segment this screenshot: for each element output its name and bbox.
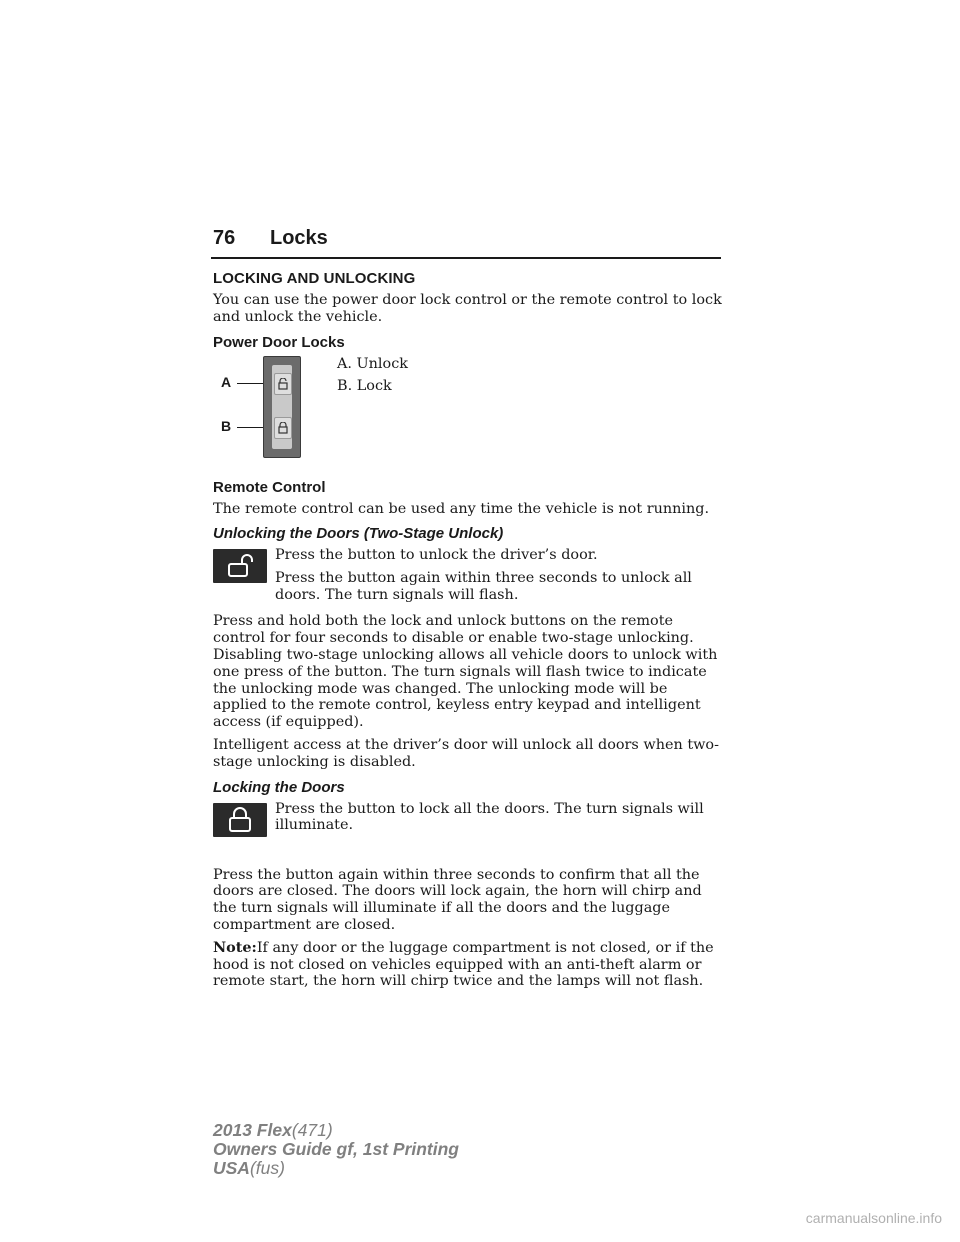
legend-lock: B. Lock bbox=[337, 378, 392, 395]
page-content bbox=[213, 270, 723, 996]
unlock-paragraph-3: Press and hold both the lock and unlock buttons on the remote control for four seconds to disable or enable two-stage unlocking. Disabling two-stage unlocking allows all vehicle doors to unlock with one press of the button. The turn signals will flash twice to indicate the unlocking mode was changed. The unlocking mode will be applied to the remote control, keyless entry keypad and intelligent access (if equipped). bbox=[213, 613, 718, 731]
footer-model: 2013 Flex bbox=[213, 1120, 292, 1140]
lock-icon bbox=[278, 422, 288, 434]
watermark: carmanualsonline.info bbox=[805, 1210, 942, 1226]
footer-code: (471) bbox=[291, 1120, 333, 1140]
unlock-icon-row bbox=[213, 547, 723, 607]
remote-control-heading: Remote Control bbox=[213, 478, 326, 496]
unlock-icon bbox=[225, 554, 255, 578]
unlock-step-1: Press the button to unlock the driver’s door. bbox=[275, 547, 598, 564]
unlocking-heading: Unlocking the Doors (Two-Stage Unlock) bbox=[213, 525, 504, 543]
lock-switch-button bbox=[274, 417, 292, 439]
power-door-locks-heading: Power Door Locks bbox=[213, 333, 345, 351]
section-intro: You can use the power door lock control or the remote control to lock and unlock the vehicle. bbox=[213, 292, 722, 325]
unlock-button-graphic bbox=[213, 549, 267, 583]
lock-icon bbox=[225, 807, 255, 833]
legend-unlock: A. Unlock bbox=[337, 355, 408, 372]
lock-icon-row bbox=[213, 801, 723, 861]
unlock-step-2: Press the button again within three seconds to unlock all doors. The turn signals will flash. bbox=[275, 570, 692, 603]
footer-guide: Owners Guide gf, 1st Printing bbox=[213, 1139, 459, 1159]
section-title: LOCKING AND UNLOCKING bbox=[213, 270, 416, 287]
document-footer bbox=[213, 1121, 459, 1178]
footer-market: USA bbox=[213, 1158, 250, 1178]
unlock-switch-button bbox=[274, 373, 292, 395]
power-door-lock-figure bbox=[213, 356, 723, 471]
footer-market-code: (fus) bbox=[249, 1158, 285, 1178]
locking-heading: Locking the Doors bbox=[213, 778, 345, 796]
lock-note bbox=[213, 940, 723, 990]
lock-legend bbox=[337, 356, 408, 402]
remote-control-text: The remote control can be used any time the vehicle is not running. bbox=[213, 500, 710, 517]
header-rule bbox=[211, 257, 721, 259]
lock-paragraph-2: Press the button again within three seconds to confirm that all the doors are closed. The doors will lock again, the horn will chirp and the turn signals will illuminate if all the doors and the luggage compartment are closed. bbox=[213, 866, 702, 933]
callout-label-b: B bbox=[221, 417, 232, 434]
chapter-title: Locks bbox=[270, 227, 328, 249]
door-lock-switch bbox=[263, 356, 301, 458]
callout-label-a: A bbox=[221, 373, 232, 390]
lock-step-1: Press the button to lock all the doors. The turn signals will illuminate. bbox=[275, 800, 704, 834]
page-number: 76 bbox=[213, 227, 236, 249]
lock-button-graphic bbox=[213, 803, 267, 837]
unlock-icon bbox=[278, 378, 288, 390]
unlock-paragraph-4: Intelligent access at the driver’s door will unlock all doors when two-stage unlocking is disabled. bbox=[213, 736, 719, 770]
note-label: Note: bbox=[213, 938, 257, 956]
note-text: If any door or the luggage compartment is not closed, or if the hood is not closed on vehicles equipped with an anti-theft alarm or remote start, the horn will chirp twice and the lamps will not flash. bbox=[213, 939, 714, 990]
